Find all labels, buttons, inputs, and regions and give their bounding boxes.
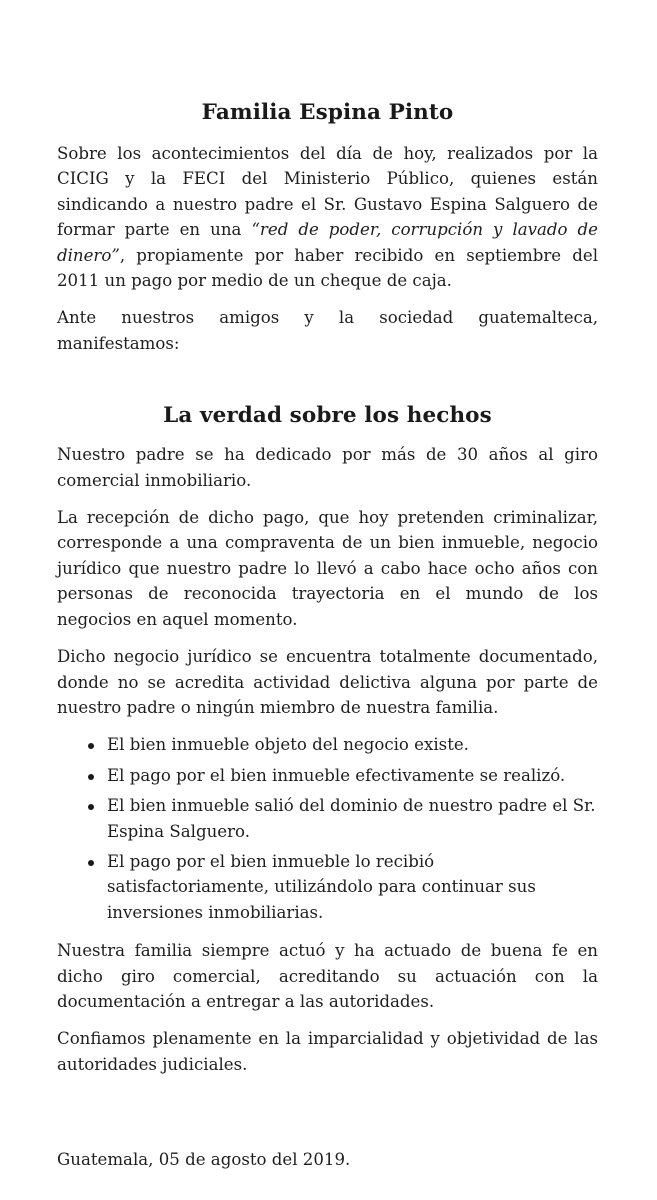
list-item-text: El bien inmueble salió del dominio de nuestro padre el Sr. Espina Salguero. bbox=[107, 796, 596, 841]
bullet-icon bbox=[88, 743, 94, 749]
accusation-quote: “red de poder, corrupción y lavado de dinero” bbox=[57, 220, 598, 265]
facts-list bbox=[57, 732, 598, 925]
body-paragraph-1: Nuestro padre se ha dedicado por más de 30 años al giro comercial inmobiliario. bbox=[57, 445, 598, 490]
list-item-text: El pago por el bien inmueble lo recibió satisfactoriamente, utilizándolo para continuar sus inversiones inmobiliarias. bbox=[107, 851, 536, 922]
closing-paragraph-1: Nuestra familia siempre actuó y ha actuado de buena fe en dicho giro comercial, acreditando su actuación con la documentación a entregar a las autoridades. bbox=[57, 941, 598, 1011]
list-item bbox=[57, 793, 598, 844]
declaration-paragraph: Ante nuestros amigos y la sociedad guatemalteca, manifestamos: bbox=[57, 308, 598, 353]
bullet-icon bbox=[88, 860, 94, 866]
closing-paragraph-2: Confiamos plenamente en la imparcialidad y objetividad de las autoridades judiciales. bbox=[57, 1029, 598, 1074]
intro-text-end: , propiamente por haber recibido en septiembre del 2011 un pago por medio de un cheque de caja. bbox=[57, 245, 598, 291]
list-item bbox=[57, 732, 598, 757]
body-paragraph-3: Dicho negocio jurídico se encuentra totalmente documentado, donde no se acredita actividad delictiva alguna por parte de nuestro padre o ningún miembro de nuestra familia. bbox=[57, 647, 598, 717]
list-item-text: El pago por el bien inmueble efectivamente se realizó. bbox=[107, 765, 566, 785]
bullet-icon bbox=[88, 804, 94, 810]
list-item bbox=[57, 849, 598, 925]
section-heading: La verdad sobre los hechos bbox=[163, 403, 492, 429]
document-body bbox=[57, 98, 598, 1173]
intro-text-start: Sobre los acontecimientos del día de hoy, realizados por la CICIG y la FECI del Ministerio Público, quienes están sindicando a nuestro padre el Sr. Gustavo Espina Salguero de formar parte en una bbox=[57, 144, 598, 240]
body-paragraph-2: La recepción de dicho pago, que hoy pretenden criminalizar, corresponde a una compraventa de un bien inmueble, negocio jurídico que nuestro padre lo llevó a cabo hace ocho años con personas de reconocida trayectoria en el mundo de los negocios en aquel momento. bbox=[57, 508, 598, 629]
intro-paragraph bbox=[57, 141, 598, 293]
bullet-icon bbox=[88, 774, 94, 780]
list-item-text: El bien inmueble objeto del negocio existe. bbox=[107, 735, 469, 755]
document-title: Familia Espina Pinto bbox=[201, 100, 454, 125]
list-item bbox=[57, 763, 598, 788]
dateline: Guatemala, 05 de agosto del 2019. bbox=[57, 1150, 351, 1170]
